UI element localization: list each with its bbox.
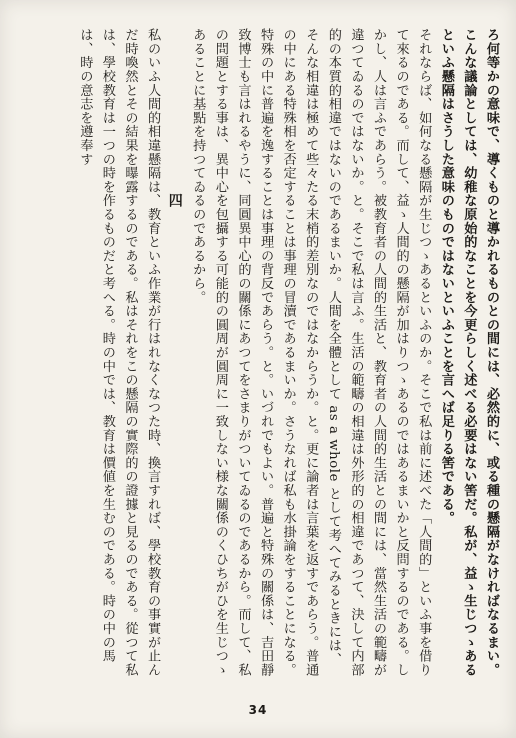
paragraph-1: ろ何等かの意味で、導くものと導かれるものとの間には、必然的に、或る種の懸隔がなければなるまい。こんな議論としては、幼稚な原始的なことを今更らしく述べる必要はない筈だ。私が、益ゝ生じつゝあるといふ懸隔はさうした意味のものではないといふことを言へば足りる筈である。 <box>438 28 499 677</box>
paragraph-3: 私のいふ人間的相違懸隔は、教育といふ作業が行はれなくなつた時、換言すれば、學校教育の事實が止んだ時喚然とその結果を曝露するのである。私はそれをこの懸隔の實際的の證據と見るのである。從つて私は、學校教育は一つの時を作るものだと考へる。時の中では、教育は價値を生むのである。時の中の馬は、時の意志を遵奉す <box>77 28 161 677</box>
section-heading: 四 <box>166 193 183 208</box>
paragraph-2: それならば、如何なる懸隔が生じつゝあるといふのか。そこで私は前に述べた「人間的」といふ事を借りて來るのである。而して、益ゝ人間的の懸隔が加はりつゝあるのではあるまいかと反問するのである。しかし、人は言ふであらう。被教育者の人間的生活と、教育者の人間的生活との間には、當然生活の範疇が違つてゐるのではないか。と。そこで私は言ふ。生活の範疇の相違は外形的の相違であつて、決して内部的の本質的相違ではないのであるまいか。人間を全體として as a whole として考へてみるときには、そんな相違は極めて些々たる末梢的差別なのではなからうか。と。更に論者は言葉を返すであらう。普通の中にある特殊相を否定することは事理の冒瀆であるまいか。さうなれば私も水掛論をすることになる。特殊の中に普遍を逸することは事理の背反であらう。と。いづれでもよい。普遍と特殊の關係は、吉田靜致博士も言はれるやうに、同圓異中心的の關係にあつてをさまりがついてゐるのであるから。而して、私の問題とする事は、異中心を包攝する可能的の圓周が圓周に一致しない様な關係のくひちがひを生じつゝあることに基點を持つてゐるのであるから。 <box>190 28 432 677</box>
page-number: 34 <box>248 703 268 717</box>
vertical-text-body <box>22 28 502 678</box>
